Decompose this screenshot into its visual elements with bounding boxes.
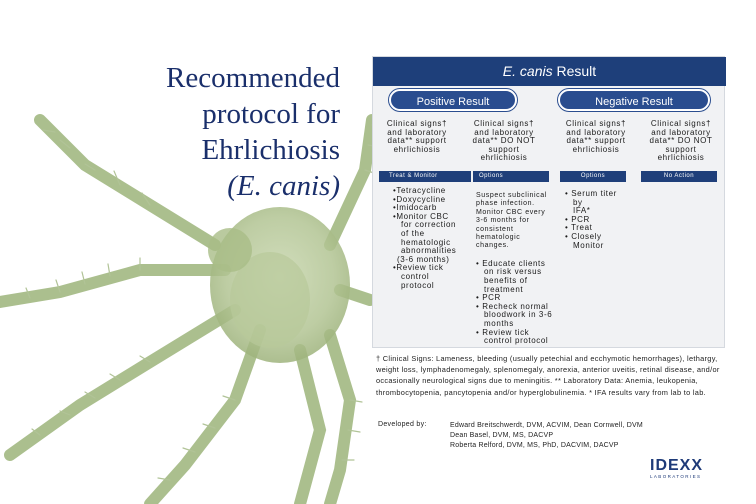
condition-block-4 (641, 120, 721, 163)
list-item: abnormalities (401, 246, 457, 256)
negative-result-pill: Negative Result (558, 89, 710, 111)
condition-line: data** support (387, 136, 447, 146)
list-item: • PCR (565, 214, 590, 224)
list-item: months (484, 319, 514, 328)
list-item: •Doxycycline (393, 194, 446, 204)
title-line: Recommended (166, 62, 340, 94)
developer-name: Dean Basel, DVM, MS, DACVP (450, 432, 554, 439)
condition-line: Clinical signs† (386, 119, 448, 128)
protocol-flowchart (372, 56, 725, 348)
condition-line: and laboratory (566, 127, 626, 137)
list-item: •Monitor CBC (393, 211, 449, 221)
condition-line: Clinical signs† (473, 119, 535, 128)
list-item: control protocol (484, 336, 549, 346)
list-item: • Serum titer (565, 189, 617, 198)
note-line: hematologic (476, 234, 521, 242)
condition-line: ehrlichiosis (480, 153, 528, 163)
treat-monitor-bar: Treat & Monitor (379, 171, 471, 182)
list-item: by (573, 197, 583, 207)
list-item: for correction (401, 220, 457, 230)
logo-subtitle: LABORATORIES (650, 474, 702, 479)
developer-name: Roberta Relford, DVM, MS, PhD, DACVIM, DACVP (450, 442, 619, 449)
condition-line: ehrlichiosis (393, 144, 441, 154)
list-item: Monitor (573, 240, 604, 250)
list-item: • Closely (565, 231, 602, 241)
heading-result: Result (552, 63, 597, 79)
logo-mark: IDEXX (650, 457, 704, 474)
idexx-logo (650, 458, 718, 484)
list-item: hematologic (401, 237, 451, 247)
suspect-note (476, 192, 556, 251)
treat-column (393, 187, 469, 290)
title-line: protocol for (202, 98, 340, 130)
list-item: IFA* (573, 206, 591, 216)
flowchart-heading (373, 57, 726, 86)
note-line: changes. (476, 242, 510, 250)
list-item: treatment (484, 284, 524, 294)
heading-organism: E. canis (502, 63, 553, 79)
developer-name: Edward Breitschwerdt, DVM, ACVIM, Dean Cornwell, DVM (450, 422, 643, 429)
note-line: Monitor CBC every (476, 208, 546, 216)
note-line: consistent (476, 225, 514, 233)
condition-line: and laboratory (387, 127, 447, 137)
options-positive-column (476, 192, 556, 346)
condition-line: Clinical signs† (565, 119, 627, 128)
note-line: Suspect subclinical (476, 192, 547, 199)
note-line: phase infection. (476, 200, 535, 208)
list-item: • Treat (565, 223, 593, 233)
developer-names (450, 421, 643, 451)
list-item: • Educate clients (476, 258, 546, 268)
condition-line: ehrlichiosis (657, 153, 705, 163)
title-line: Ehrlichiosis (201, 134, 340, 166)
condition-line: data** DO NOT (649, 136, 713, 146)
list-item: •Review tick (393, 263, 444, 273)
positive-result-pill: Positive Result (389, 89, 517, 111)
condition-line: support (488, 144, 520, 154)
developed-by-label: Developed by: (378, 421, 427, 428)
condition-line: data** support (566, 136, 626, 146)
clinical-signs-footnote: † Clinical Signs: Lameness, bleeding (usually petechial and ecchymotic hemorrhages), lethargy, weight loss, lymphadenomegaly, splenomegaly, anorexia, anterior uveitis, retinal disease, and/or occasionally neurological signs due to meningitis. ** Laboratory Data: Anemia, leukopenia, thrombocytopenia, pancytopenia and/or hyperglobulinemia. * IFA results vary from lab to lab. (376, 354, 720, 397)
options-bar-negative: Options (560, 171, 626, 182)
options-bar-positive: Options (473, 171, 549, 182)
condition-block-2 (463, 120, 545, 163)
condition-block-1 (379, 120, 455, 154)
options-negative-column (565, 190, 637, 250)
condition-line: and laboratory (474, 127, 534, 137)
list-item: •Tetracycline (393, 186, 446, 195)
slide-title (110, 60, 340, 204)
note-line: 3-6 months for (476, 217, 530, 225)
list-item: bloodwork in 3-6 (484, 310, 553, 320)
condition-line: Clinical signs† (650, 119, 712, 128)
list-item: on risk versus (484, 267, 542, 277)
condition-line: and laboratory (651, 127, 711, 137)
list-item: •Imidocarb (393, 203, 437, 213)
list-item: • Review tick (476, 327, 530, 337)
list-item: • Recheck normal (476, 301, 549, 311)
options-list (476, 260, 556, 346)
list-item: (3-6 months) (397, 254, 450, 264)
condition-block-3 (557, 120, 635, 154)
list-item: benefits of (484, 276, 528, 286)
condition-line: data** DO NOT (472, 136, 536, 146)
list-item: of the (401, 228, 425, 238)
no-action-bar: No Action (641, 171, 717, 182)
title-organism: (E. canis) (227, 170, 340, 202)
condition-line: support (665, 144, 697, 154)
condition-line: ehrlichiosis (572, 144, 620, 154)
list-item: control (401, 271, 430, 281)
list-item: protocol (401, 280, 435, 290)
list-item: • PCR (476, 293, 501, 303)
